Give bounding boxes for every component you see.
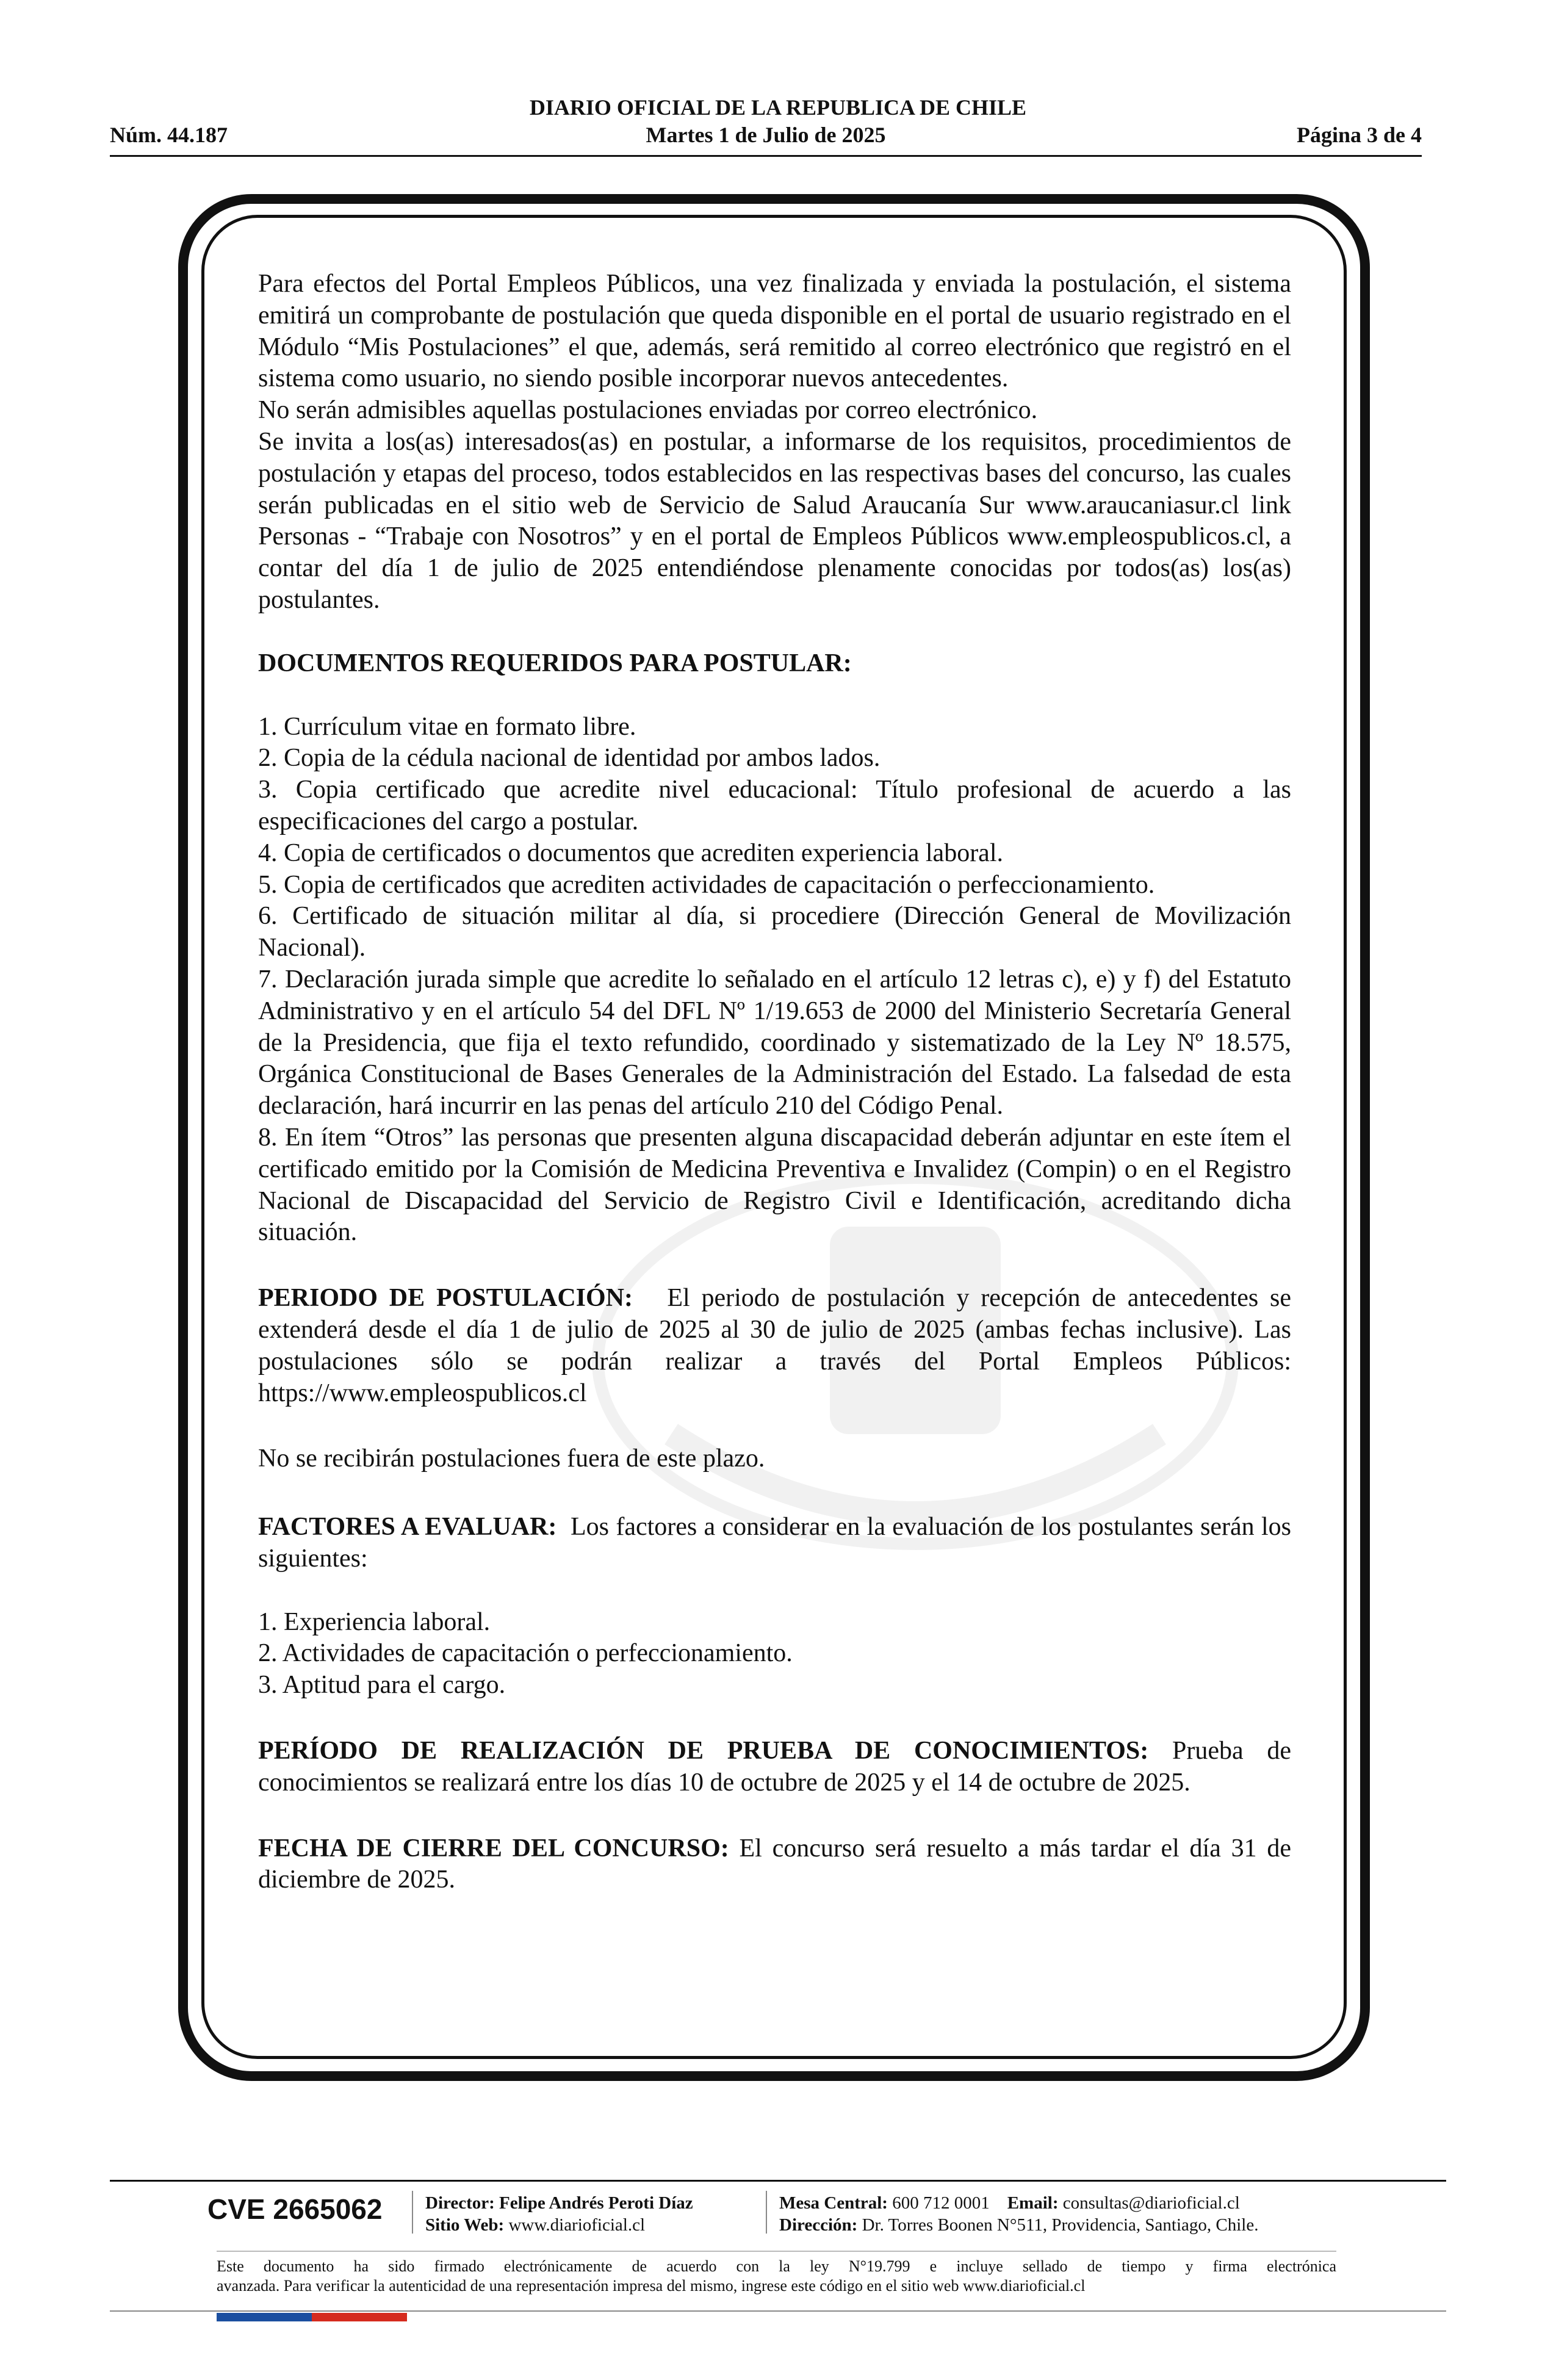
- page-indicator: Página 3 de 4: [1296, 123, 1422, 147]
- doc-item: 6. Certificado de situación militar al día, si procediere (Dirección General de Movilización Nacional).: [258, 902, 1291, 962]
- footer-director-column: [425, 2192, 693, 2236]
- prueba-label: PERÍODO DE REALIZACIÓN DE PRUEBA DE CONOCIMIENTOS:: [258, 1737, 1149, 1765]
- cve-code: CVE 2665062: [207, 2193, 383, 2225]
- footer-contact-column: [779, 2192, 1258, 2236]
- issue-number: Núm. 44.187: [110, 123, 228, 147]
- email-link[interactable]: consultas@diarioficial.cl: [1062, 2193, 1240, 2213]
- doc-item: 4. Copia de certificados o documentos que acrediten experiencia laboral.: [258, 838, 1003, 867]
- note-line: Este documento ha sido firmado electrónicamente de acuerdo con la ley N°19.799 e incluye sellado de tiempo y firma electrónica: [217, 2257, 1336, 2275]
- header-divider: [110, 155, 1422, 157]
- sitio-label: Sitio Web:: [425, 2215, 505, 2235]
- footer-divider-mid: [217, 2251, 1336, 2252]
- footer-separator: [412, 2191, 413, 2234]
- paragraph-factores: [258, 1512, 1291, 1575]
- cierre-text: El concurso será resuelto a más tardar el día 31 de diciembre de 2025.: [258, 1834, 1291, 1894]
- mesa-value: 600 712 0001: [892, 2193, 990, 2213]
- doc-item: 2. Copia de la cédula nacional de identidad por ambos lados.: [258, 744, 881, 773]
- direccion-label: Dirección:: [779, 2215, 858, 2235]
- doc-item: 5. Copia de certificados que acrediten actividades de capacitación o perfeccionamiento.: [258, 870, 1155, 899]
- footer-separator: [766, 2191, 767, 2234]
- header-row: [110, 121, 1422, 149]
- paragraph-comprobante: Para efectos del Portal Empleos Públicos, una vez finalizada y enviada la postulación, el sistema emitirá un comprobante de postulación que queda disponible en el portal de usuario registrado en el Módulo “Mis Postulaciones” el que, además, será remitido al correo electrónico que registró en el sistema como usuario, no siendo posible incorporar nuevos antecedentes.: [258, 270, 1291, 393]
- doc-item: 8. En ítem “Otros” las personas que presenten alguna discapacidad deberán adjuntar en este ítem el certificado emitido por la Comisión de Medicina Preventiva e Invalidez (Compin) o en el Registro Nacional de Discapacidad del Servicio de Registro Civil e Identificación, acreditando dicha situación.: [258, 1123, 1291, 1247]
- newspaper-title: DIARIO OFICIAL DE LA REPUBLICA DE CHILE: [529, 95, 1027, 120]
- factor-item: 2. Actividades de capacitación o perfeccionamiento.: [258, 1639, 793, 1668]
- footer-divider-top: [110, 2180, 1446, 2182]
- doc-item: 7. Declaración jurada simple que acredite lo señalado en el artículo 12 letras c), e) y f) del Estatuto Administrativo y en el artículo 54 del DFL Nº 1/19.653 de 2000 del Ministerio Secretaría General de la Presidencia, que fija el texto refundido, coordinado y sistematizado de la Ley Nº 18.575, Orgánica Constitucional de Bases Generales de la Administración del Estado. La falsedad de esta declaración, hará incurrir en las penas del artículo 210 del Código Penal.: [258, 965, 1291, 1120]
- paragraph-invitacion: Se invita a los(as) interesados(as) en postular, a informarse de los requisitos, procedimientos de postulación y etapas del proceso, todos establecidos en las respectivas bases del concurso, las cuales serán publicadas en el sitio web de Servicio de Salud Araucanía Sur www.araucaniasur.cl link Personas - “Trabaje con Nosotros” y en el portal de Empleos Públicos www.empleospublicos.cl, a contar del día 1 de julio de 2025 entendiéndose plenamente conocidas por todos(as) los(as) postulantes.: [258, 427, 1291, 614]
- email-label: Email:: [1007, 2193, 1059, 2213]
- paragraph-cierre: [258, 1833, 1291, 1897]
- doc-item: 3. Copia certificado que acredite nivel educacional: Título profesional de acuerdo a las especificaciones del cargo a postular.: [258, 776, 1291, 835]
- electronic-signature-note: [217, 2257, 1336, 2296]
- periodo-label: PERIODO DE POSTULACIÓN:: [258, 1284, 633, 1313]
- mesa-label: Mesa Central:: [779, 2193, 888, 2213]
- direccion-value: Dr. Torres Boonen N°511, Providencia, Santiago, Chile.: [862, 2215, 1259, 2235]
- factor-item: 1. Experiencia laboral.: [258, 1607, 491, 1636]
- flag-stripe: [217, 2313, 407, 2321]
- factores-label: FACTORES A EVALUAR:: [258, 1513, 557, 1542]
- prueba-text: Prueba de conocimientos se realizará entre los días 10 de octubre de 2025 y el 14 de octubre de 2025.: [258, 1737, 1291, 1797]
- doc-item: 1. Currículum vitae en formato libre.: [258, 712, 636, 741]
- paragraph-no-recibiran: No se recibirán postulaciones fuera de este plazo.: [258, 1444, 765, 1473]
- cierre-label: FECHA DE CIERRE DEL CONCURSO:: [258, 1834, 729, 1863]
- paragraph-periodo: [258, 1283, 1291, 1409]
- section-heading-documentos: DOCUMENTOS REQUERIDOS PARA POSTULAR:: [258, 649, 852, 677]
- flag-blue-segment: [217, 2313, 312, 2321]
- factores-text: Los factores a considerar en la evaluación de los postulantes serán los siguientes:: [258, 1513, 1292, 1573]
- notice-body: [258, 269, 1291, 1896]
- issue-date: Martes 1 de Julio de 2025: [646, 123, 886, 147]
- factor-item: 3. Aptitud para el cargo.: [258, 1671, 506, 1700]
- director-name: Felipe Andrés Peroti Díaz: [499, 2193, 693, 2213]
- paragraph-no-admisibles: No serán admisibles aquellas postulaciones enviadas por correo electrónico.: [258, 396, 1038, 425]
- footer-divider-bottom: [110, 2310, 1446, 2312]
- director-label: Director:: [425, 2193, 495, 2213]
- note-line: avanzada. Para verificar la autenticidad de una representación impresa del mismo, ingrese este código en el sitio web www.diarioficial.cl: [217, 2277, 1086, 2295]
- periodo-text: El periodo de postulación y recepción de antecedentes se extenderá desde el día 1 de julio de 2025 al 30 de julio de 2025 (ambas fechas inclusive). Las postulaciones sólo se podrán realizar a través del Portal Empleos Públicos: https://www.empleospublicos.cl: [258, 1284, 1292, 1407]
- flag-red-segment: [312, 2313, 407, 2321]
- sitio-link[interactable]: www.diarioficial.cl: [508, 2215, 646, 2235]
- paragraph-prueba: [258, 1736, 1291, 1799]
